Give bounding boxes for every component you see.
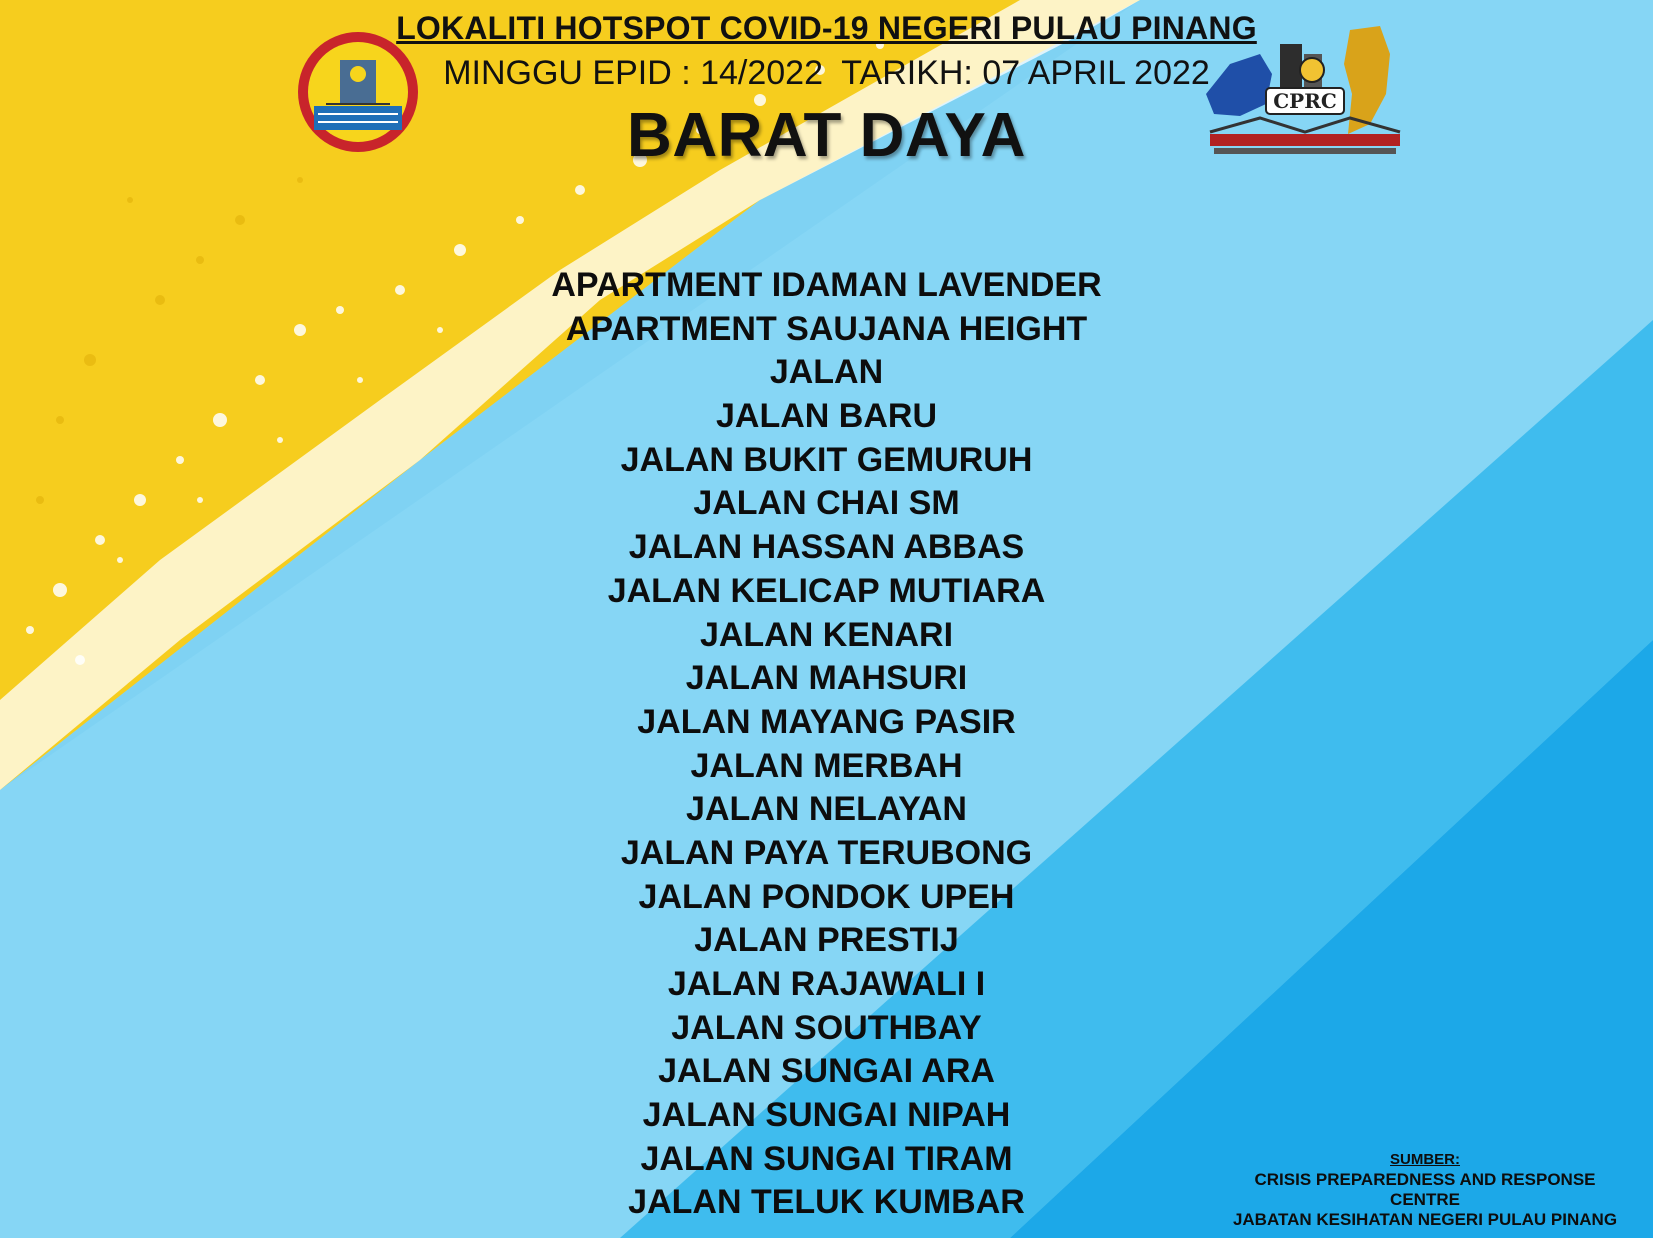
- locality-item: JALAN NELAYAN: [686, 790, 967, 829]
- locality-item: APARTMENT IDAMAN LAVENDER: [551, 266, 1102, 304]
- locality-item: JALAN SUNGAI TIRAM: [640, 1139, 1013, 1178]
- locality-item: JALAN PRESTIJ: [694, 921, 959, 960]
- locality-item: JALAN SUNGAI NIPAH: [642, 1096, 1011, 1135]
- locality-list: [0, 264, 1653, 1225]
- locality-item: JALAN KENARI: [699, 615, 954, 654]
- locality-item: APARTMENT SAUJANA HEIGHT: [565, 309, 1088, 348]
- locality-item: JALAN RAJAWALI I: [667, 965, 986, 1003]
- locality-item: JALAN TELUK KUMBAR: [628, 1183, 1025, 1222]
- page-title: LOKALITI HOTSPOT COVID-19 NEGERI PULAU PINANG: [396, 10, 1257, 46]
- locality-item: JALAN PAYA TERUBONG: [620, 833, 1033, 872]
- locality-item: JALAN SUNGAI ARA: [658, 1052, 995, 1091]
- locality-item: JALAN MAYANG PASIR: [637, 702, 1016, 741]
- locality-item: JALAN CHAI SM: [693, 484, 960, 523]
- locality-item: JALAN HASSAN ABBAS: [628, 528, 1025, 567]
- locality-item: JALAN BARU: [716, 397, 937, 436]
- locality-item: JALAN MAHSURI: [685, 659, 968, 698]
- locality-item: JALAN KELICAP MUTIARA: [607, 571, 1046, 610]
- source-line: JABATAN KESIHATAN NEGERI PULAU PINANG: [1232, 1210, 1618, 1229]
- source-line: CENTRE: [1390, 1190, 1460, 1209]
- district-heading: BARAT DAYA: [627, 101, 1026, 170]
- source-label: SUMBER:: [1390, 1151, 1460, 1168]
- source-credit: [1215, 1150, 1635, 1230]
- epid-week-date: MINGGU EPID : 14/2022 TARIKH: 07 APRIL 2022: [443, 54, 1210, 92]
- locality-item: JALAN: [769, 353, 884, 392]
- cprc-logo-text: CPRC: [1273, 89, 1337, 113]
- source-line: CRISIS PREPAREDNESS AND RESPONSE: [1254, 1170, 1596, 1189]
- locality-item: JALAN BUKIT GEMURUH: [620, 440, 1033, 479]
- locality-item: JALAN PONDOK UPEH: [638, 877, 1015, 916]
- locality-item: JALAN SOUTHBAY: [671, 1008, 982, 1047]
- locality-item: JALAN MERBAH: [690, 746, 963, 785]
